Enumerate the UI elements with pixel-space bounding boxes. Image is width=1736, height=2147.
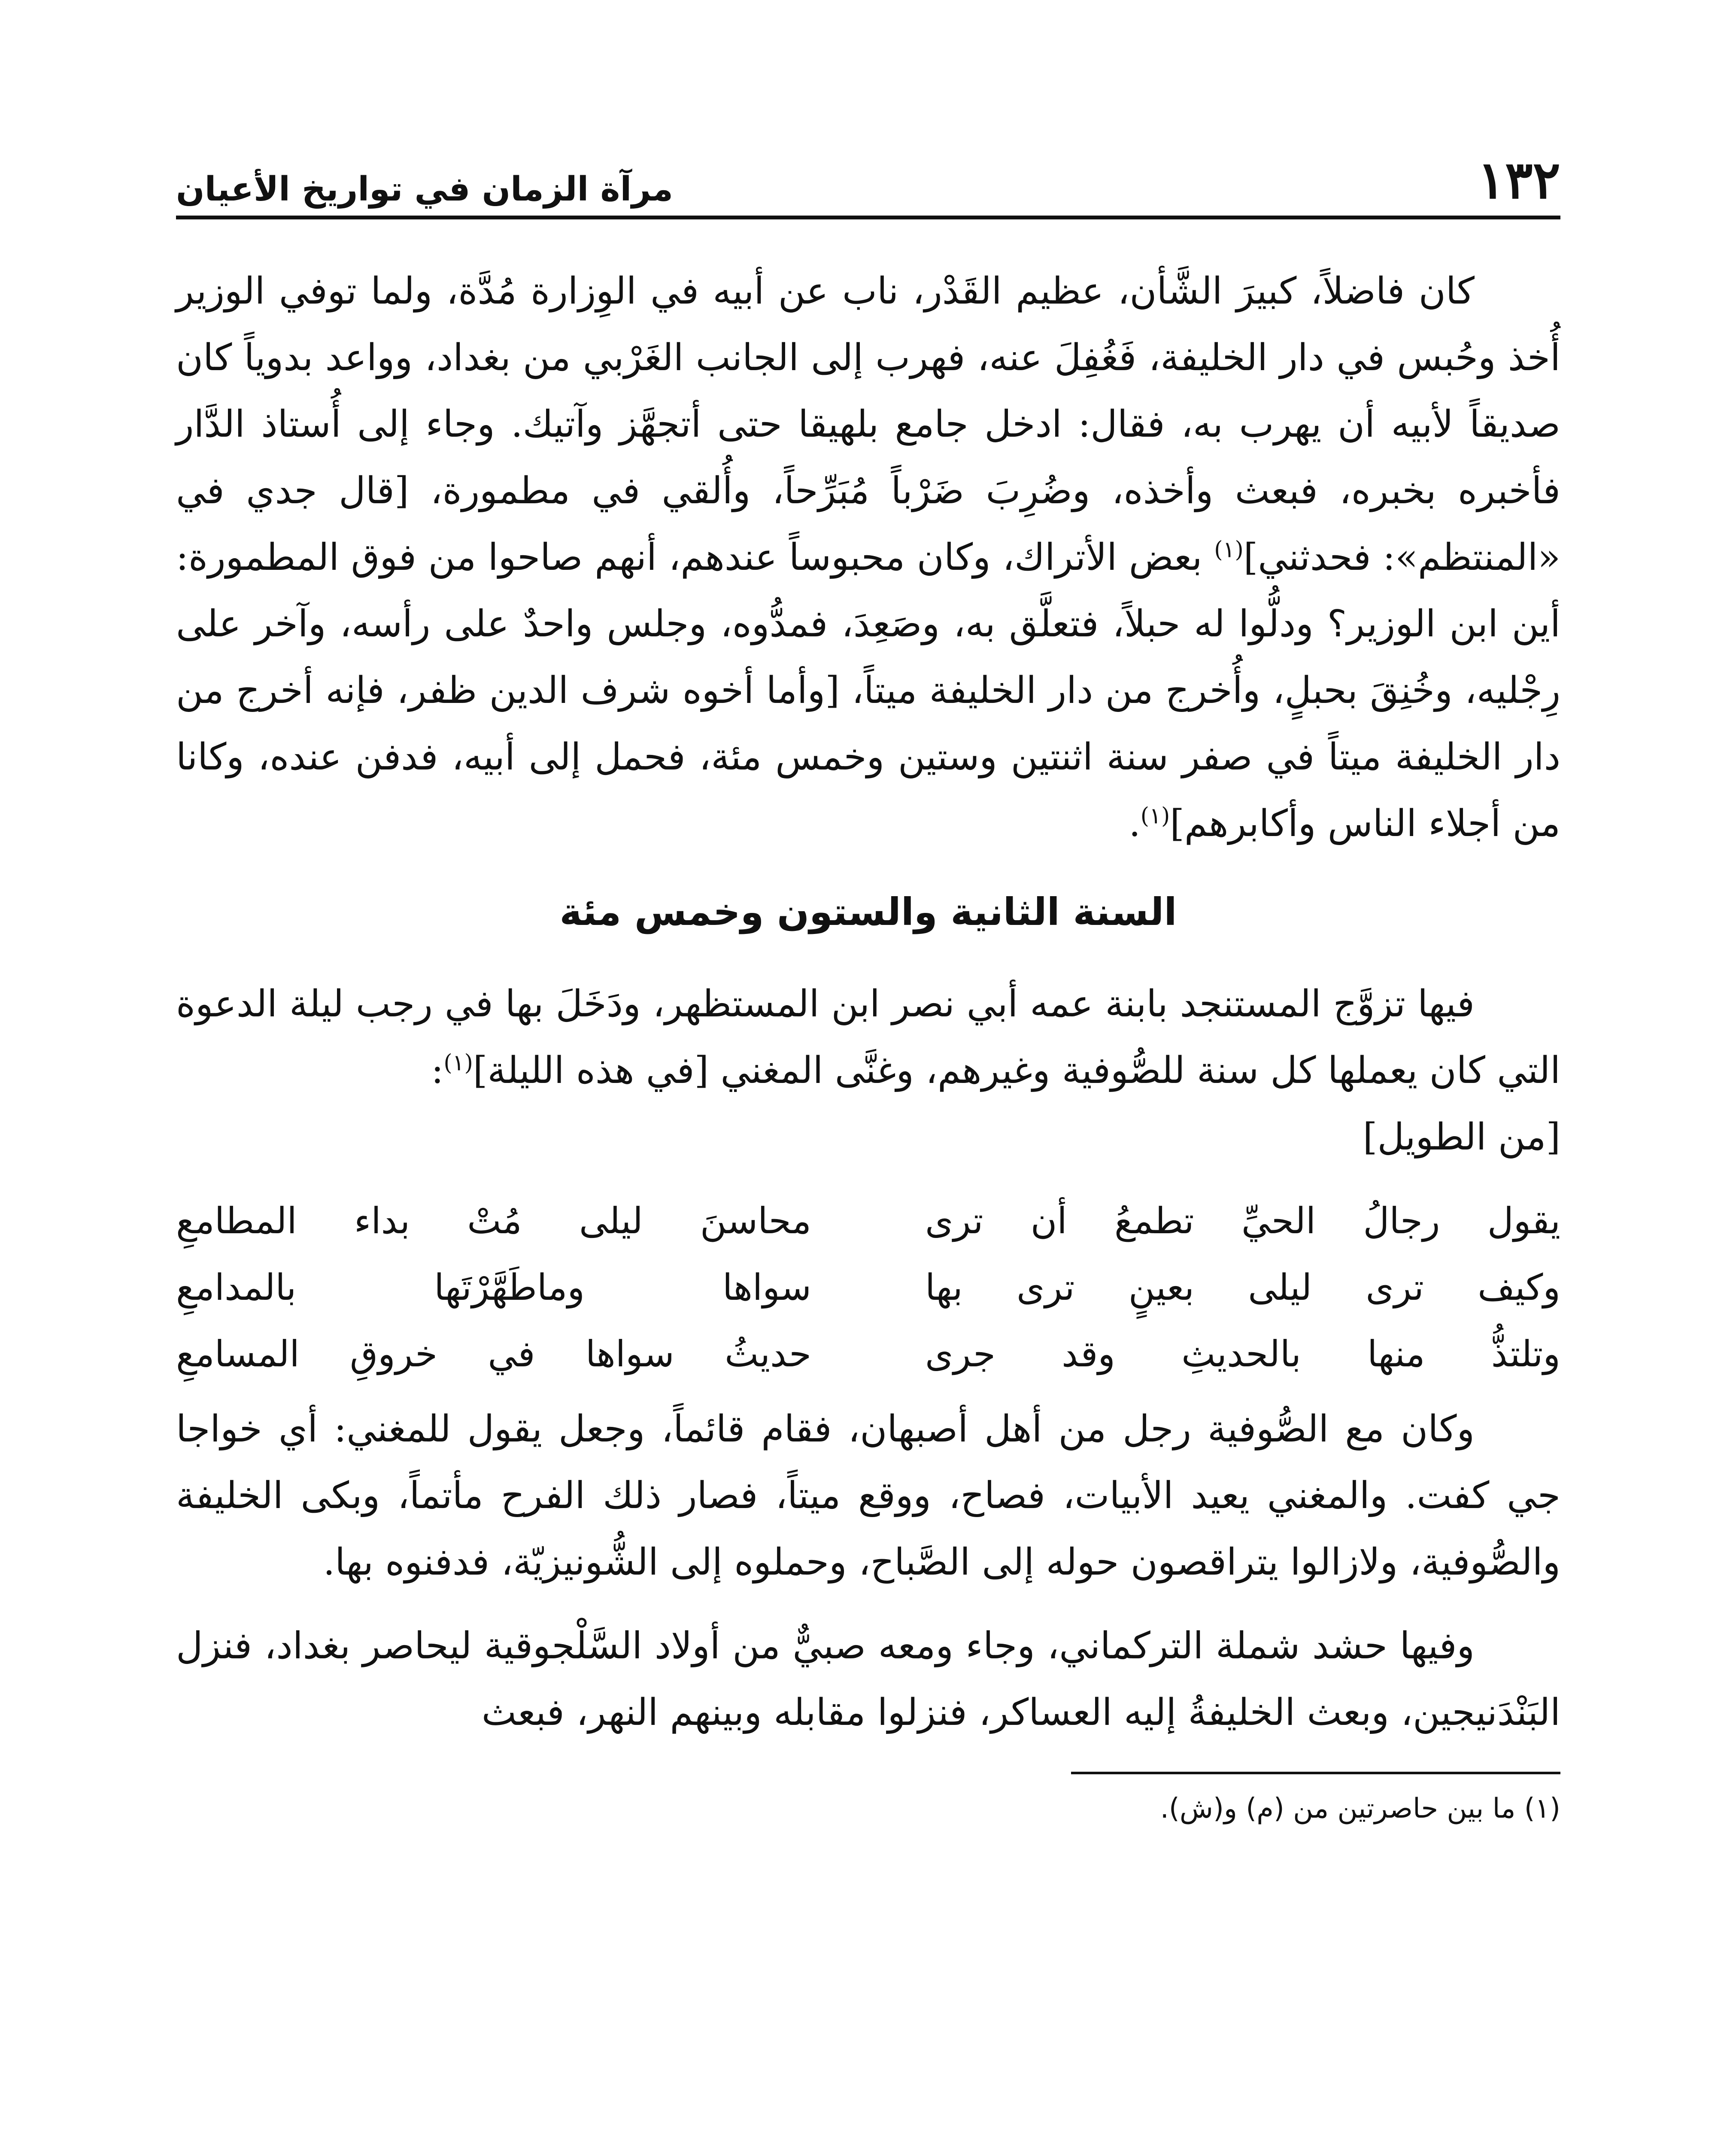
poem-verse-3	[176, 1321, 1560, 1387]
paragraph-3: وكان مع الصُّوفية رجل من أهل أصبهان، فقام قائماً، وجعل يقول للمغني: أي خواجا جي كفت. والمغني يعيد الأبيات، فصاح، ووقع ميتاً، فصار ذلك الفرح مأتماً، وبكى الخليفة والصُّوفية، ولازالوا يتراقصون حوله إلى الصَّباح، وحملوه إلى الشُّونيزيّة، فدفنوه بها.	[176, 1408, 1560, 1584]
paragraph-4: وفيها حشد شملة التركماني، وجاء ومعه صبيٌّ من أولاد السَّلْجوقية ليحاصر بغداد، فنزل البَنْدَنيجين، وبعث الخليفةُ إليه العساكر، فنزلوا مقابله وبينهم النهر، فبعث	[176, 1624, 1560, 1734]
verse-second-hemistich: سواها وماطَهَّرْتَها بالمدامعِ	[176, 1266, 811, 1308]
paragraph-2-text-a: فيها تزوَّج المستنجد بابنة عمه أبي نصر ابن المستظهر، ودَخَلَ بها في رجب ليلة الدعوة التي كان يعملها كل سنة للصُّوفية وغيرهم، وغنَّى المغني [في هذه الليلة]	[176, 982, 1560, 1092]
footnote-ref: (١)	[1140, 803, 1170, 829]
footnote: (١) ما بين حاصرتين من (م) و(ش).	[1160, 1793, 1560, 1825]
poem-meter: [من الطويل]	[1363, 1116, 1560, 1159]
paragraph-1	[176, 258, 1560, 857]
paragraph-2	[176, 971, 1560, 1104]
page-number: ١٣٢	[1477, 150, 1560, 210]
paragraph-1-text-a: كان فاضلاً، كبيرَ الشَّأن، عظيم القَدْر، ناب عن أبيه في الوِزارة مُدَّة، ولما توفي الوزير أُخذ وحُبس في دار الخليفة، فَغُفِلَ عنه، فهرب إلى الجانب الغَرْبي من بغداد، وواعد بدوياً كان صديقاً لأبيه أن يهرب به، فقال: ادخل جامع بلهيقا حتى أتجهَّز وآتيك. وجاء إلى أُستاذ الدَّار فأخبره بخبره، فبعث وأخذه، وضُرِبَ ضَرْباً مُبَرِّحاً، وأُلقي في مطمورة، [قال جدي في «المنتظم»: فحدثني]	[176, 270, 1560, 579]
footnote-ref: (١)	[1214, 537, 1244, 563]
book-page	[176, 142, 1560, 2147]
page-body	[176, 258, 1560, 1746]
verse-first-hemistich: يقول رجالُ الحيِّ تطمعُ أن ترى	[925, 1200, 1560, 1242]
verse-first-hemistich: وتلتذُّ منها بالحديثِ وقد جرى	[925, 1333, 1560, 1375]
footnote-divider	[1071, 1772, 1560, 1774]
paragraph-1-text-b: بعض الأتراك، وكان محبوساً عندهم، أنهم صاحوا من فوق المطمورة: أين ابن الوزير؟ ودلُّوا له حبلاً، فتعلَّق به، وصَعِدَ، فمدُّوه، وجلس واحدٌ على رأسه، وآخر على رِجْليه، وخُنِقَ بحبلٍ، وأُخرج من دار الخليفة ميتاً، [وأما أخوه شرف الدين ظفر، فإنه أخرج من دار الخليفة ميتاً في صفر سنة اثنتين وستين وخمس مئة، فحمل إلى أبيه، فدفن عنده، وكانا من أجلاء الناس وأكابرهم]	[176, 536, 1560, 845]
paragraph-1-text-c: .	[1129, 802, 1141, 845]
page-header	[176, 142, 1560, 219]
section-heading: السنة الثانية والستون وخمس مئة	[559, 890, 1177, 934]
poem	[176, 1188, 1560, 1387]
verse-second-hemistich: حديثُ سواها في خروقِ المسامعِ	[176, 1333, 811, 1375]
poem-verse-2	[176, 1254, 1560, 1321]
running-title: مرآة الزمان في تواريخ الأعيان	[176, 170, 674, 209]
paragraph-2-text-b: :	[431, 1049, 444, 1092]
verse-first-hemistich: وكيف ترى ليلى بعينٍ ترى بها	[925, 1266, 1560, 1308]
footnote-ref: (١)	[443, 1050, 473, 1076]
poem-verse-1	[176, 1188, 1560, 1254]
verse-second-hemistich: محاسنَ ليلى مُتْ بداء المطامعِ	[176, 1200, 811, 1242]
